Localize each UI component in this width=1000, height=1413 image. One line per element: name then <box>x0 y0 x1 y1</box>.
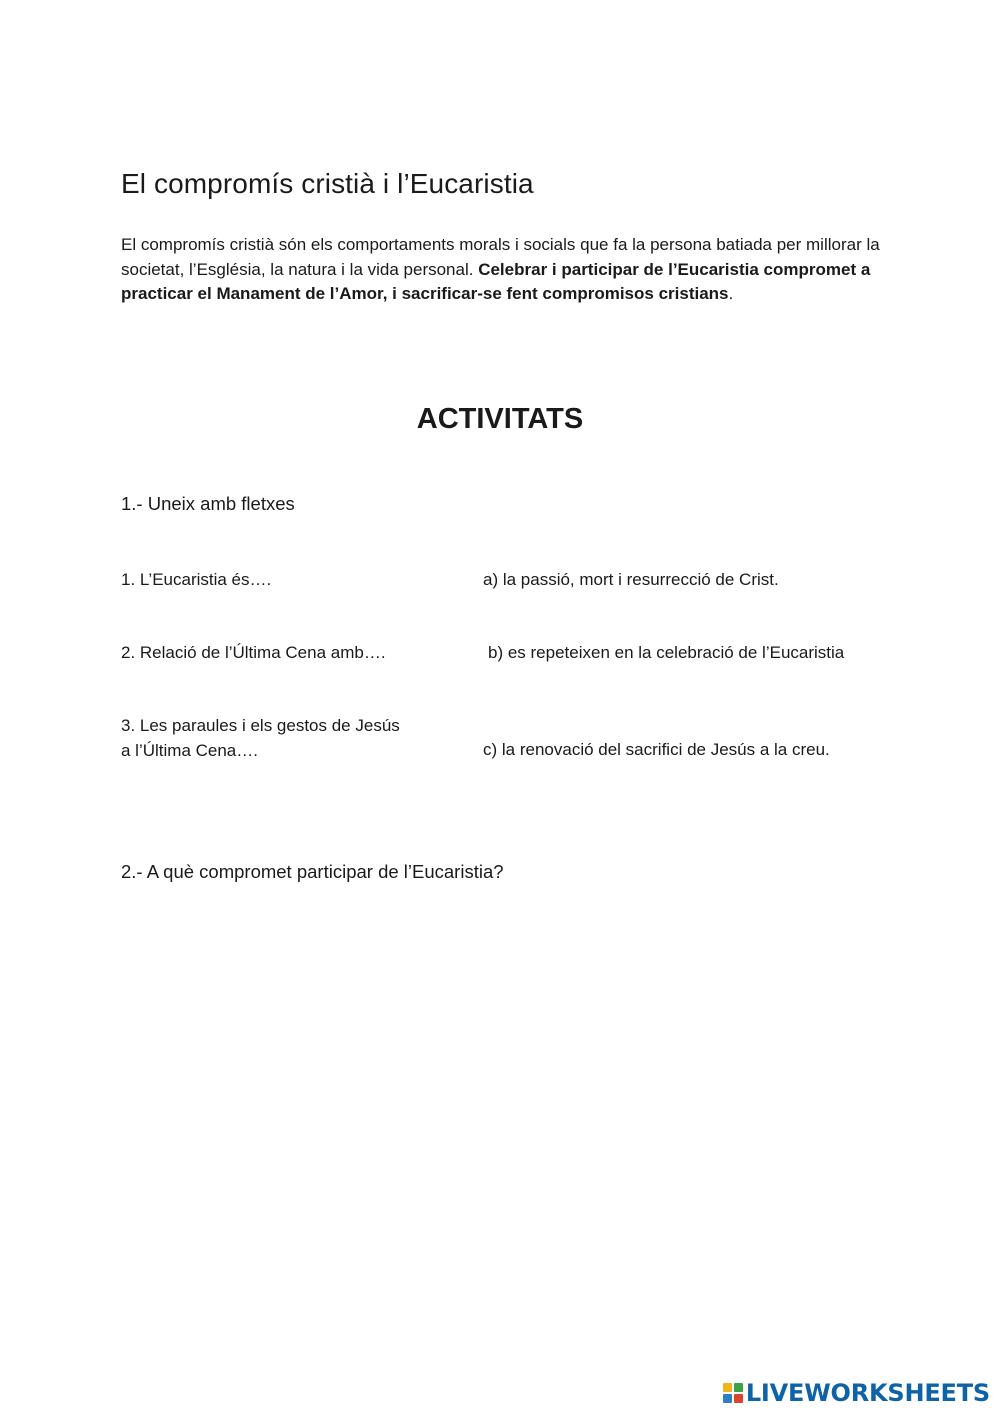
question-2-title: 2.- A què compromet participar de l’Eucaristia? <box>121 861 504 882</box>
liveworksheets-logo-icon <box>723 1383 743 1403</box>
match-right-item-b-text: b) es repeteixen en la celebració de l’Eucaristia <box>488 643 845 662</box>
page-title: El compromís cristià i l’Eucaristia <box>121 168 534 199</box>
intro-text: El compromís cristià són els comportaments morals i socials que fa la persona batiada per millorar la societat, l’Església, la natura i la vida personal. <box>121 235 880 279</box>
match-left-item-3-line1: 3. Les paraules i els gestos de Jesús <box>121 716 400 735</box>
logo-square-4 <box>734 1394 743 1403</box>
intro-end: . <box>728 284 734 303</box>
activities-heading: ACTIVITATS <box>416 403 584 435</box>
intro-bold-text: Celebrar i participar de l’Eucaristia compromet a practicar el Manament de l’Amor, i sacrificar-se fent compromisos cristians <box>121 259 871 303</box>
match-left-item-2-text: 2. Relació de l’Última Cena amb…. <box>121 643 386 662</box>
match-left-item-3-line2: a l’Última Cena…. <box>121 740 258 760</box>
match-right-item-b[interactable] <box>488 641 844 666</box>
match-left-item-1-text: 1. L’Eucaristia és…. <box>121 570 272 589</box>
match-left-item-2[interactable] <box>121 641 386 666</box>
match-right-item-a-text: a) la passió, mort i resurrecció de Crist. <box>483 570 779 589</box>
logo-square-1 <box>723 1383 732 1392</box>
liveworksheets-brand-text: LIVEWORKSHEETS <box>745 1379 990 1407</box>
match-right-item-a[interactable] <box>483 568 779 593</box>
logo-square-3 <box>723 1394 732 1403</box>
intro-paragraph <box>121 233 881 307</box>
question-1-title: 1.- Uneix amb fletxes <box>121 493 295 514</box>
match-left-item-3[interactable] <box>121 714 400 763</box>
match-right-item-c-text: c) la renovació del sacrifici de Jesús a la creu. <box>483 740 830 759</box>
match-left-item-1[interactable] <box>121 568 271 593</box>
match-right-item-c[interactable] <box>483 738 830 763</box>
logo-square-2 <box>734 1383 743 1392</box>
liveworksheets-logo <box>723 1379 990 1407</box>
